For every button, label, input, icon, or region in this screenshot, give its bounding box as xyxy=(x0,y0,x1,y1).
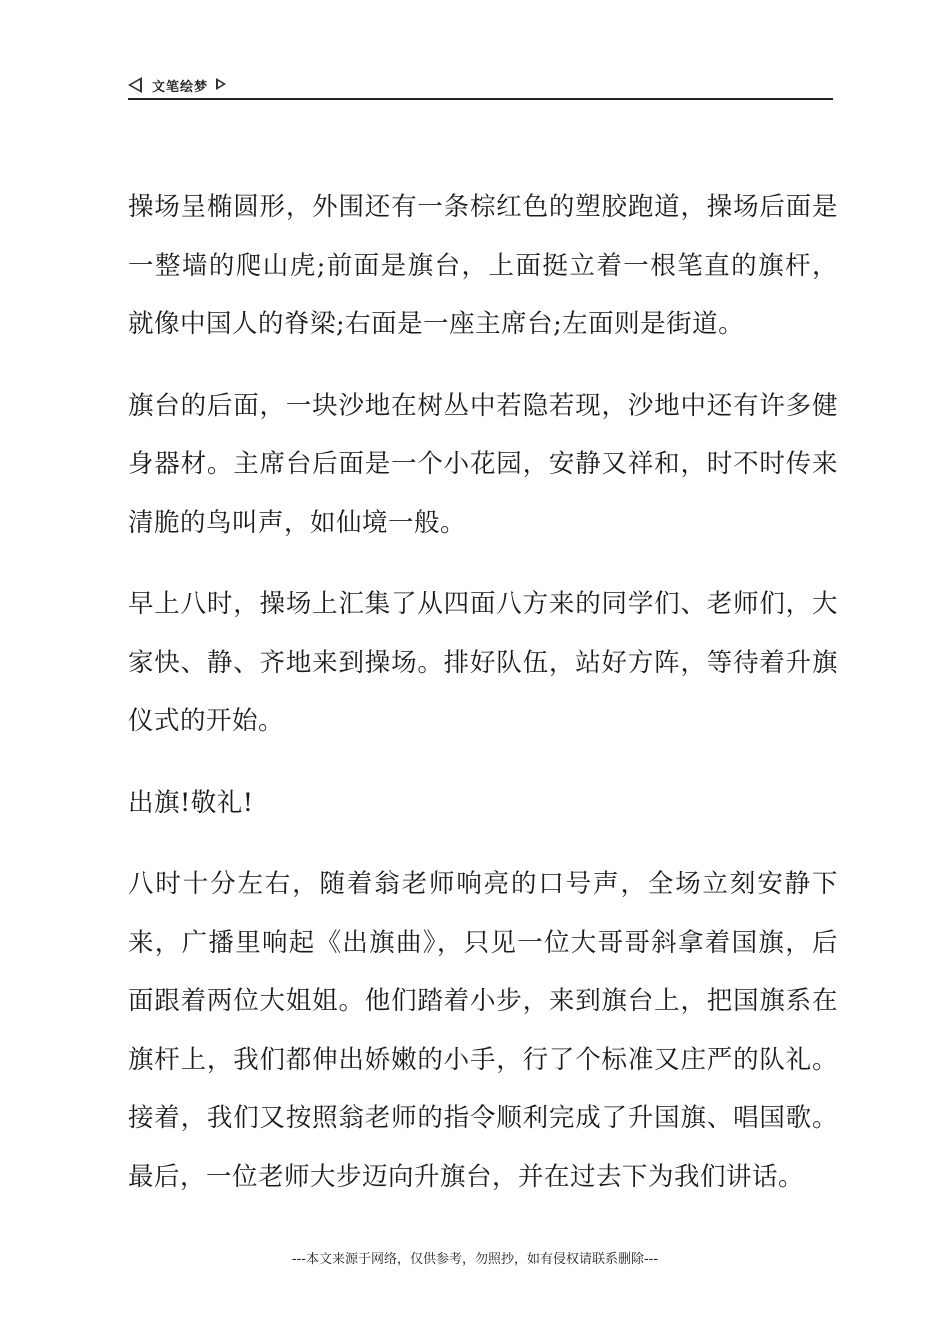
paragraph-1: 操场呈椭圆形，外围还有一条棕红色的塑胶跑道，操场后面是一整墙的爬山虎;前面是旗台，上面挺立着一根笔直的旗杆，就像中国人的脊梁;右面是一座主席台;左面则是街道。 xyxy=(128,192,838,339)
triangle-left-icon xyxy=(128,77,142,93)
paragraph-3: 早上八时，操场上汇集了从四面八方来的同学们、老师们，大家快、静、齐地来到操场。排好队伍，站好方阵，等待着升旗仪式的开始。 xyxy=(128,589,838,736)
header-title: 文笔绘梦 xyxy=(152,80,209,95)
paragraph-5: 八时十分左右，随着翁老师响亮的口号声，全场立刻安静下来，广播里响起《出旗曲》，只见一位大哥哥斜拿着国旗，后面跟着两位大姐姐。他们踏着小步，来到旗台上，把国旗系在旗杆上，我们都伸出娇嫩的小手，行了个标准又庄严的队礼。接着，我们又按照翁老师的指令顺利完成了升国旗、唱国歌。最后，一位老师大步迈向升旗台，并在过去下为我们讲话。 xyxy=(128,869,838,1192)
triangle-right-icon xyxy=(216,78,226,90)
article-body xyxy=(128,178,838,1229)
paragraph-2: 旗台的后面，一块沙地在树丛中若隐若现，沙地中还有许多健身器材。主席台后面是一个小花园，安静又祥和，时不时传来清脆的鸟叫声，如仙境一般。 xyxy=(128,390,838,538)
paragraph-4: 出旗!敬礼! xyxy=(128,787,254,818)
page-footer: ---本文来源于网络，仅供参考，勿照抄，如有侵权请联系删除--- xyxy=(291,1252,659,1267)
page-header xyxy=(128,72,833,100)
